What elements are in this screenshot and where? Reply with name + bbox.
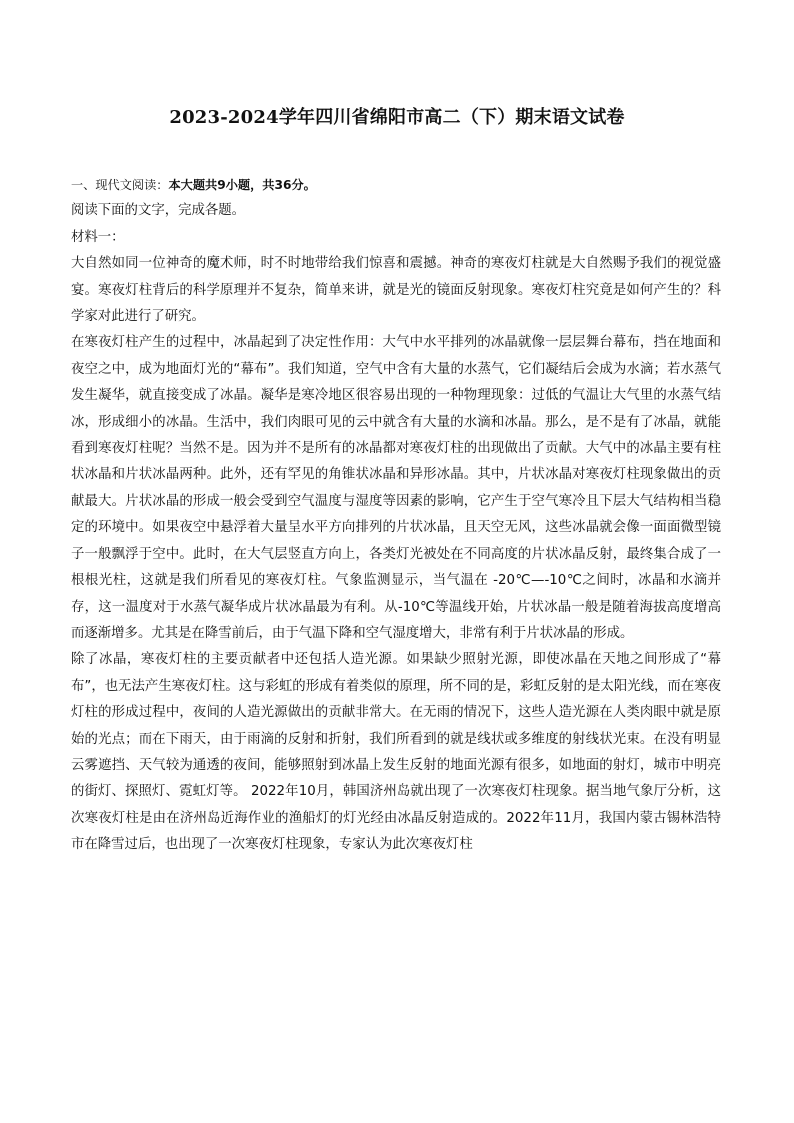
section-heading — [71, 172, 721, 198]
paragraph: 大自然如同一位神奇的魔术师，时不时地带给我们惊喜和震撼。神奇的寒夜灯柱就是大自然赐予我们的视觉盛宴。寒夜灯柱背后的科学原理并不复杂，简单来讲，就是光的镜面反射现象。寒夜灯柱究竟是如何产生的？科学家对此进行了研究。 — [71, 256, 721, 325]
document-body — [71, 172, 721, 859]
page-title: 2023-2024学年四川省绵阳市高二（下）期末语文试卷 — [169, 107, 625, 128]
reading-instruction: 阅读下面的文字，完成各题。 — [71, 203, 246, 219]
paragraph: 除了冰晶，寒夜灯柱的主要贡献者中还包括人造光源。如果缺少照射光源，即使冰晶在天地之间形成了“幕布”，也无法产生寒夜灯柱。这与彩虹的形成有着类似的原理，所不同的是，彩虹反射的是太阳光线，而在寒夜灯柱的形成过程中，夜间的人造光源做出的贡献非常大。在无雨的情况下，这些人造光源在人类肉眼中就是原始的光点；而在下雨天，由于雨滴的反射和折射，我们所看到的就是线状或多维度的射线状光束。在没有明显云雾遮挡、天气较为通透的夜间，能够照射到冰晶上发生反射的地面光源有很多，如地面的射灯，城市中明亮的街灯、探照灯、霓虹灯等。 2022年10月，韩国济州岛就出现了一次寒夜灯柱现象。据当地气象厅分析，这次寒夜灯柱是由在济州岛近海作业的渔船灯的灯光经由冰晶反射造成的。2022年11月，我国内蒙古锡林浩特市在降雪过后，也出现了一次寒夜灯柱现象，专家认为此次寒夜灯柱 — [71, 652, 721, 853]
material-label: 材料一： — [71, 229, 125, 245]
paragraph: 在寒夜灯柱产生的过程中，冰晶起到了决定性作用：大气中水平排列的冰晶就像一层层舞台幕布，挡在地面和夜空之中，成为地面灯光的“幕布”。我们知道，空气中含有大量的水蒸气，它们凝结后会成为水滴；若水蒸气发生凝华，就直接变成了冰晶。凝华是寒冷地区很容易出现的一种物理现象：过低的气温让大气里的水蒸气结冰，形成细小的冰晶。生活中，我们肉眼可见的云中就含有大量的水滴和冰晶。那么，是不是有了冰晶，就能看到寒夜灯柱呢？当然不是。因为并不是所有的冰晶都对寒夜灯柱的出现做出了贡献。大气中的冰晶主要有柱状冰晶和片状冰晶两种。此外，还有罕见的角锥状冰晶和异形冰晶。其中，片状冰晶对寒夜灯柱现象做出的贡献最大。片状冰晶的形成一般会受到空气温度与湿度等因素的影响，它产生于空气寒冷且下层大气结构相当稳定的环境中。如果夜空中悬浮着大量呈水平方向排列的片状冰晶，且天空无风，这些冰晶就会像一面面微型镜子一般飘浮于空中。此时，在大气层竖直方向上，各类灯光被处在不同高度的片状冰晶反射，最终集合成了一根根光柱，这就是我们所看见的寒夜灯柱。气象监测显示，当气温在 -20℃—-10℃之间时，冰晶和水滴并存，这一温度对于水蒸气凝华成片状冰晶最为有利。从-10℃等温线开始，片状冰晶一般是随着海拔高度增高而逐渐增多。尤其是在降雪前后，由于气温下降和空气湿度增大，非常有利于片状冰晶的形成。 — [71, 335, 721, 641]
section-heading-detail: 本大题共9小题，共36分。 — [168, 178, 316, 192]
section-heading-prefix: 一、现代文阅读： — [71, 178, 169, 192]
